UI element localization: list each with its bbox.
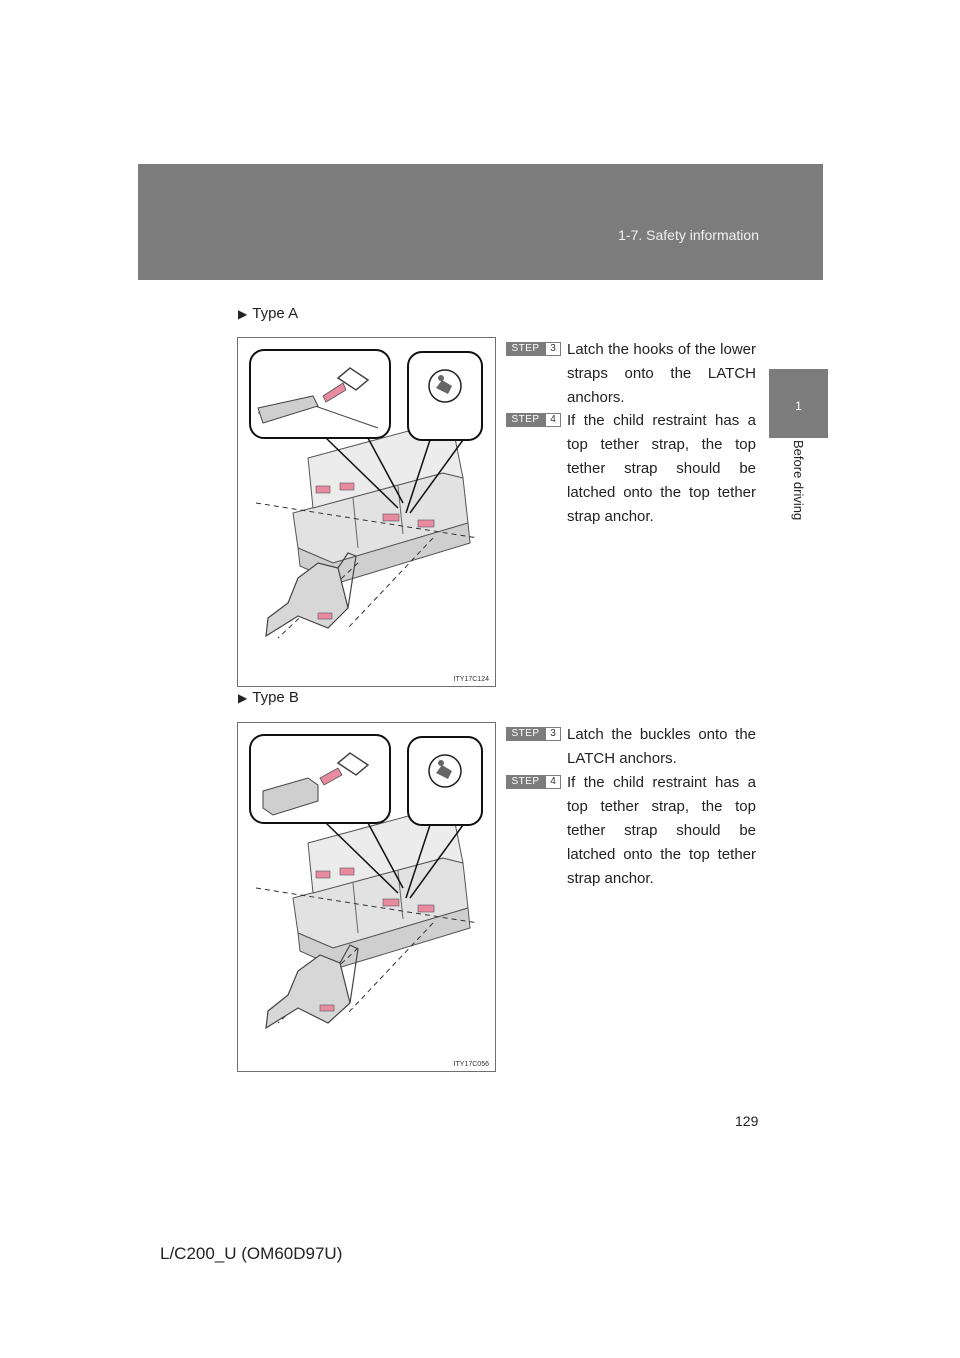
step-badge bbox=[506, 727, 561, 741]
chapter-number: 1 bbox=[795, 399, 802, 413]
type-b-heading bbox=[238, 689, 299, 706]
step-badge-label: STEP bbox=[506, 727, 545, 741]
step-badge-number: 3 bbox=[545, 727, 561, 741]
step-text: Latch the buckles onto the LATCH anchors. bbox=[567, 726, 756, 767]
step-text: If the child restraint has a top tether strap, the top tether strap should be latched onto the top tether strap anchor. bbox=[567, 774, 756, 887]
step-text: Latch the hooks of the lower straps onto the LATCH anchors. bbox=[567, 341, 756, 406]
step-badge bbox=[506, 775, 561, 789]
type-a-step-3 bbox=[506, 338, 756, 410]
step-badge-number: 4 bbox=[545, 413, 561, 427]
type-a-heading bbox=[238, 305, 298, 322]
type-b-figure bbox=[237, 722, 496, 1072]
step-text: If the child restraint has a top tether strap, the top tether strap should be latched onto the top tether strap anchor. bbox=[567, 412, 756, 525]
chapter-tab bbox=[769, 369, 828, 438]
step-badge-number: 4 bbox=[545, 775, 561, 789]
step-badge-label: STEP bbox=[506, 413, 545, 427]
step-badge-label: STEP bbox=[506, 775, 545, 789]
step-badge-number: 3 bbox=[545, 342, 561, 356]
triangle-right-icon: ▶ bbox=[238, 307, 248, 321]
step-badge-label: STEP bbox=[506, 342, 545, 356]
page-number: 129 bbox=[735, 1113, 759, 1129]
type-a-figure bbox=[237, 337, 496, 687]
step-badge bbox=[506, 342, 561, 356]
type-a-illustration bbox=[238, 338, 495, 686]
type-b-heading-text: Type B bbox=[252, 689, 299, 706]
triangle-right-icon: ▶ bbox=[238, 691, 248, 705]
section-title: 1-7. Safety information bbox=[618, 227, 759, 243]
figure-code: ITY17C056 bbox=[453, 1061, 489, 1068]
type-a-heading-text: Type A bbox=[252, 305, 299, 322]
step-badge bbox=[506, 413, 561, 427]
type-a-step-4 bbox=[506, 409, 756, 529]
type-b-illustration bbox=[238, 723, 495, 1071]
figure-code: ITY17C124 bbox=[453, 676, 489, 683]
footer-model-code: L/C200_U (OM60D97U) bbox=[160, 1244, 343, 1263]
type-b-step-3 bbox=[506, 723, 756, 771]
type-b-step-4 bbox=[506, 771, 756, 891]
header-band bbox=[138, 164, 823, 280]
chapter-label: Before driving bbox=[791, 440, 806, 521]
